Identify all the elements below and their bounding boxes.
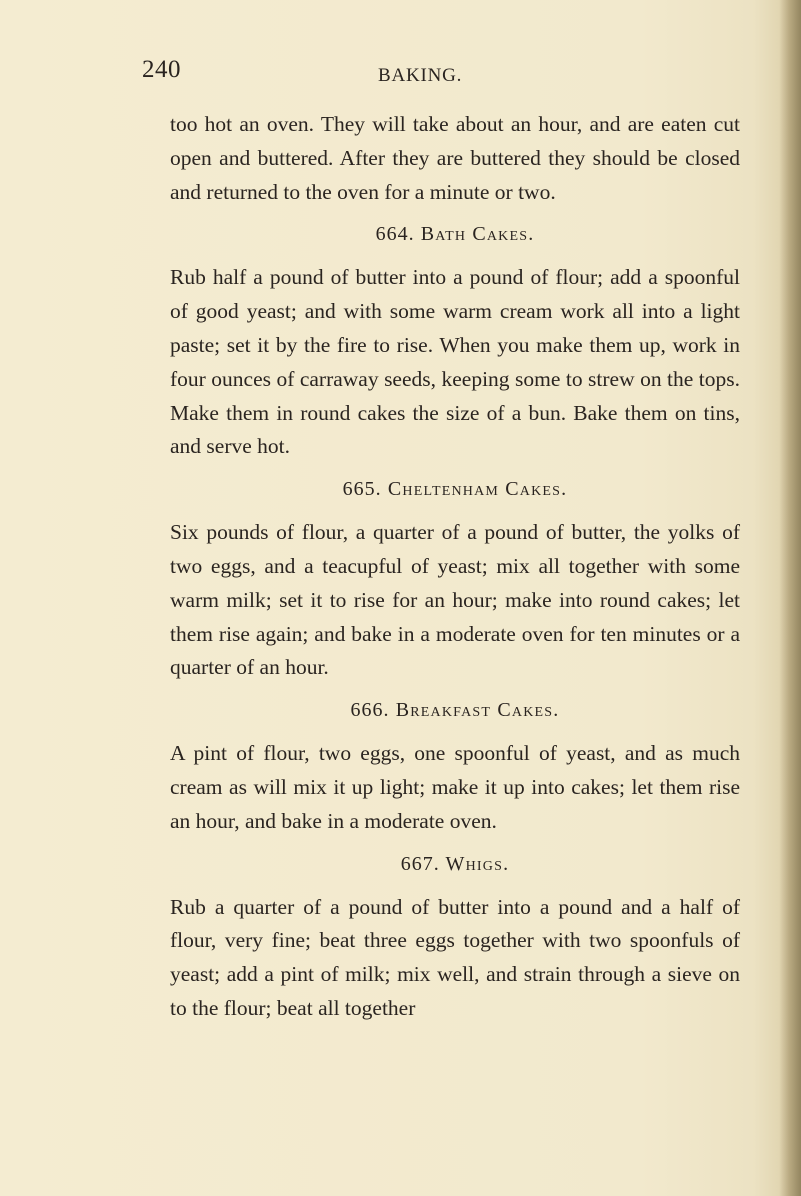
recipe-heading-667 — [170, 849, 740, 879]
recipe-body-667: Rub a quarter of a pound of butter into a pound and a half of flour, very fine; beat three eggs together with two spoonfuls of yeast; add a pint of milk; mix well, and strain through a sieve on to the flour; beat all together — [170, 894, 740, 1020]
recipe-heading-666 — [170, 695, 740, 725]
recipe-title: Cheltenham Cakes. — [387, 478, 568, 501]
page-body — [170, 108, 740, 1026]
page-header — [0, 56, 801, 96]
recipe-body-665: Six pounds of flour, a quarter of a pound of butter, the yolks of two eggs, and a teacupful of yeast; mix all together with some warm milk; set it to rise for an hour; make into round cakes; let them rise again; and bake in a moderate oven for ten minutes or a quarter of an hour. — [170, 520, 740, 680]
recipe-body-666: A pint of flour, two eggs, one spoonful of yeast, and as much cream as will mix it up light; make it up into cakes; let them rise an hour, and bake in a moderate oven. — [170, 741, 740, 833]
recipe-heading-664 — [170, 219, 740, 249]
recipe-title: Breakfast Cakes. — [395, 699, 560, 722]
recipe-title: Bath Cakes. — [420, 223, 535, 246]
intro-paragraph: too hot an oven. They will take about an hour, and are eaten cut open and buttered. After they are buttered they should be closed and returned to the oven for a minute or two. — [170, 112, 740, 204]
recipe-heading-665 — [170, 474, 740, 504]
page-number: 240 — [142, 56, 181, 83]
recipe-title: Whigs. — [445, 852, 510, 875]
recipe-number: 667. — [400, 852, 440, 875]
page-binding-edge — [779, 0, 801, 1196]
recipe-number: 664. — [375, 223, 415, 246]
running-head: BAKING. — [378, 65, 463, 86]
recipe-number: 665. — [342, 478, 382, 501]
recipe-body-664: Rub half a pound of butter into a pound of flour; add a spoonful of good yeast; and with some warm cream work all into a light paste; set it by the fire to rise. When you make them up, work in four ounces of carraway seeds, keeping some to strew on the tops. Make them in round cakes the size of a bun. Bake them on tins, and serve hot. — [170, 265, 740, 459]
recipe-number: 666. — [350, 699, 390, 722]
